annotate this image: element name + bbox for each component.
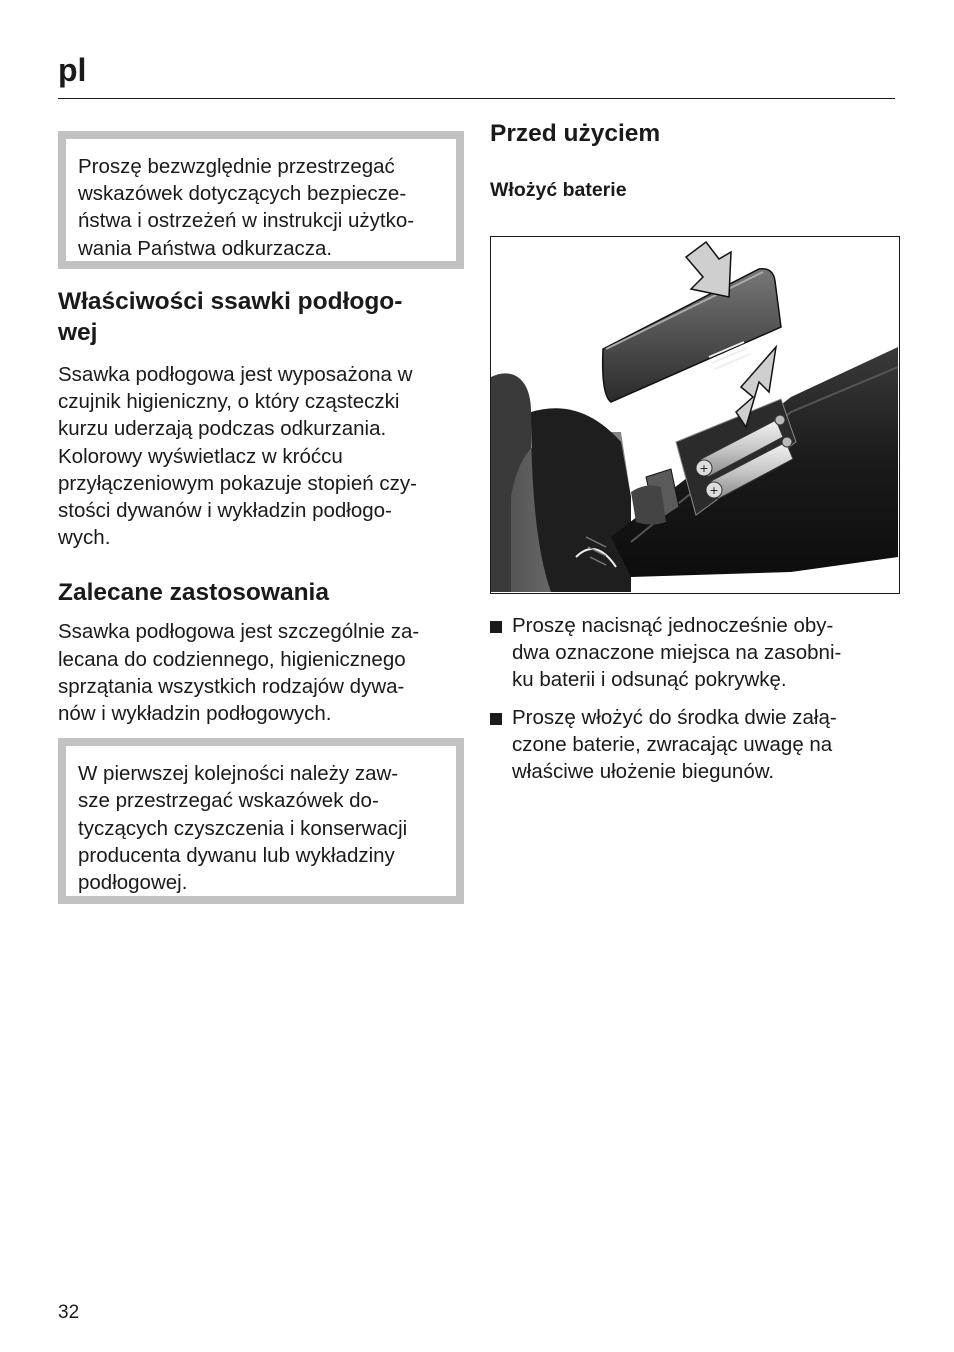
instruction-list: [490, 612, 900, 795]
properties-paragraph: Ssawka podłogowa jest wyposażona w czujnik higieniczny, o który cząsteczki kurzu uderzają podczas odkurzania. Kolorowy wyświetlacz w króćcu przyłączeniowym pokazuje stopień czy- stości dywanów i wykładzin podłogo- wych.: [58, 363, 417, 550]
section-heading-properties: Właściwości ssawki podłogo- wej: [58, 288, 403, 346]
bullet-square-icon: [490, 621, 502, 633]
recommended-use-paragraph: Ssawka podłogowa jest szczególnie za- lecana do codziennego, higienicznego sprzątania wszystkich rodzajów dywa- nów i wykładzin podłogowych.: [58, 620, 420, 726]
battery-illustration: [490, 236, 900, 594]
press-arrow-top: [686, 242, 731, 297]
svg-text:+: +: [709, 484, 719, 497]
list-item: Proszę włożyć do środka dwie załą- czone baterie, zwracając uwagę na właściwe ułożenie biegunów.: [490, 704, 900, 786]
list-item: Proszę nacisnąć jednocześnie oby- dwa oznaczone miejsca na zasobni- ku baterii i odsunąć pokrywkę.: [490, 612, 900, 694]
care-note-text: W pierwszej kolejności należy zaw- sze przestrzegać wskazówek do- tyczących czyszczenia i konserwacji producenta dywanu lub wykładziny podłogowej.: [78, 762, 408, 895]
language-code: pl: [58, 52, 87, 88]
care-note-box: [58, 738, 464, 904]
left-column: [58, 131, 464, 904]
header-rule: [58, 98, 895, 99]
section-heading-before-use: Przed użyciem: [490, 120, 661, 147]
section-heading-recommended-use: Zalecane zastosowania: [58, 579, 329, 607]
bullet-square-icon: [490, 713, 502, 725]
right-column: [490, 118, 900, 202]
page-number: 32: [58, 1302, 80, 1323]
battery-illustration-svg: [491, 237, 898, 592]
subheading-insert-batteries: Włożyć baterie: [490, 179, 627, 201]
safety-note-text: Proszę bezwzględnie przestrzegać wskazówek dotyczących bezpiecze- ństwa i ostrzeżeń w instrukcji użytko- wania Państwa odkurzacza.: [78, 155, 415, 260]
svg-text:+: +: [699, 462, 709, 475]
safety-note-box: [58, 131, 464, 269]
